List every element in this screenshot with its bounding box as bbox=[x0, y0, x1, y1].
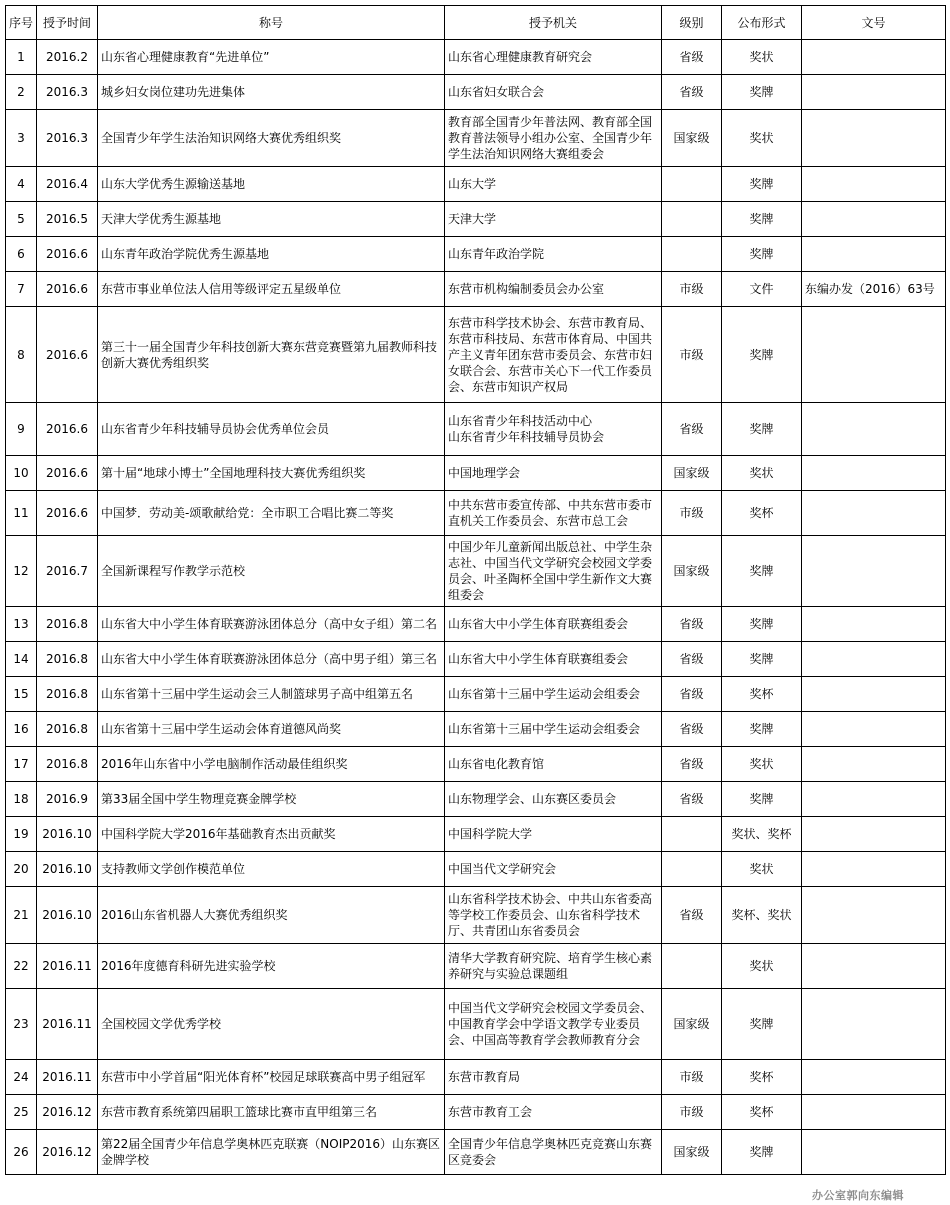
cell-form: 奖状 bbox=[722, 40, 802, 75]
cell-authority: 教育部全国青少年普法网、教育部全国教育普法领导小组办公室、全国青少年学生法治知识网络大赛组委会 bbox=[445, 110, 662, 167]
table-row bbox=[6, 403, 946, 456]
cell-level: 市级 bbox=[662, 272, 722, 307]
cell-date: 2016.2 bbox=[37, 40, 98, 75]
cell-form: 奖牌 bbox=[722, 607, 802, 642]
header-no: 序号 bbox=[6, 6, 37, 40]
cell-date: 2016.6 bbox=[37, 456, 98, 491]
cell-doc bbox=[802, 40, 946, 75]
cell-title: 全国青少年学生法治知识网络大赛优秀组织奖 bbox=[98, 110, 445, 167]
cell-form: 奖状 bbox=[722, 456, 802, 491]
cell-level: 国家级 bbox=[662, 456, 722, 491]
cell-date: 2016.10 bbox=[37, 887, 98, 944]
cell-form: 奖杯 bbox=[722, 1060, 802, 1095]
cell-authority: 中国科学院大学 bbox=[445, 817, 662, 852]
cell-authority: 清华大学教育研究院、培育学生核心素养研究与实验总课题组 bbox=[445, 944, 662, 989]
cell-title: 2016年山东省中小学电脑制作活动最佳组织奖 bbox=[98, 747, 445, 782]
cell-doc bbox=[802, 852, 946, 887]
cell-title: 2016山东省机器人大赛优秀组织奖 bbox=[98, 887, 445, 944]
cell-authority: 中国当代文学研究会校园文学委员会、中国教育学会中学语文教学专业委员会、中国高等教育学会教师教育分会 bbox=[445, 989, 662, 1060]
cell-date: 2016.6 bbox=[37, 272, 98, 307]
cell-date: 2016.12 bbox=[37, 1095, 98, 1130]
cell-no: 13 bbox=[6, 607, 37, 642]
table-row bbox=[6, 1095, 946, 1130]
table-row bbox=[6, 237, 946, 272]
cell-doc: 东编办发（2016）63号 bbox=[802, 272, 946, 307]
cell-title: 第22届全国青少年信息学奥林匹克联赛（NOIP2016）山东赛区金牌学校 bbox=[98, 1130, 445, 1175]
cell-no: 15 bbox=[6, 677, 37, 712]
cell-authority: 中国地理学会 bbox=[445, 456, 662, 491]
cell-title: 山东青年政治学院优秀生源基地 bbox=[98, 237, 445, 272]
cell-level bbox=[662, 944, 722, 989]
table-row bbox=[6, 989, 946, 1060]
cell-authority: 山东青年政治学院 bbox=[445, 237, 662, 272]
cell-title: 山东省青少年科技辅导员协会优秀单位会员 bbox=[98, 403, 445, 456]
cell-no: 9 bbox=[6, 403, 37, 456]
cell-doc bbox=[802, 782, 946, 817]
cell-title: 东营市事业单位法人信用等级评定五星级单位 bbox=[98, 272, 445, 307]
cell-form: 奖牌 bbox=[722, 237, 802, 272]
cell-level: 省级 bbox=[662, 782, 722, 817]
cell-date: 2016.8 bbox=[37, 747, 98, 782]
cell-doc bbox=[802, 887, 946, 944]
table-row bbox=[6, 782, 946, 817]
cell-doc bbox=[802, 1060, 946, 1095]
cell-level: 国家级 bbox=[662, 1130, 722, 1175]
cell-authority: 东营市教育局 bbox=[445, 1060, 662, 1095]
table-row bbox=[6, 887, 946, 944]
cell-doc bbox=[802, 712, 946, 747]
cell-title: 山东省心理健康教育“先进单位” bbox=[98, 40, 445, 75]
cell-title: 第33届全国中学生物理竞赛金牌学校 bbox=[98, 782, 445, 817]
cell-date: 2016.8 bbox=[37, 607, 98, 642]
table-row bbox=[6, 202, 946, 237]
cell-no: 24 bbox=[6, 1060, 37, 1095]
cell-authority: 东营市教育工会 bbox=[445, 1095, 662, 1130]
cell-date: 2016.5 bbox=[37, 202, 98, 237]
cell-doc bbox=[802, 456, 946, 491]
cell-level: 省级 bbox=[662, 607, 722, 642]
cell-no: 23 bbox=[6, 989, 37, 1060]
table-row bbox=[6, 944, 946, 989]
cell-form: 奖牌 bbox=[722, 202, 802, 237]
cell-date: 2016.9 bbox=[37, 782, 98, 817]
cell-authority: 东营市科学技术协会、东营市教育局、东营市科技局、东营市体育局、中国共产主义青年团东营市委员会、东营市妇女联合会、东营市关心下一代工作委员会、东营市知识产权局 bbox=[445, 307, 662, 403]
cell-authority: 天津大学 bbox=[445, 202, 662, 237]
table-row bbox=[6, 307, 946, 403]
table-row bbox=[6, 456, 946, 491]
cell-no: 4 bbox=[6, 167, 37, 202]
cell-doc bbox=[802, 642, 946, 677]
cell-date: 2016.6 bbox=[37, 307, 98, 403]
cell-form: 奖杯 bbox=[722, 1095, 802, 1130]
cell-no: 1 bbox=[6, 40, 37, 75]
cell-title: 中国科学院大学2016年基础教育杰出贡献奖 bbox=[98, 817, 445, 852]
cell-no: 20 bbox=[6, 852, 37, 887]
cell-no: 6 bbox=[6, 237, 37, 272]
cell-doc bbox=[802, 536, 946, 607]
cell-form: 奖状、奖杯 bbox=[722, 817, 802, 852]
table-row bbox=[6, 712, 946, 747]
cell-form: 奖牌 bbox=[722, 307, 802, 403]
cell-level: 省级 bbox=[662, 642, 722, 677]
table-row bbox=[6, 491, 946, 536]
cell-authority: 山东省妇女联合会 bbox=[445, 75, 662, 110]
cell-no: 8 bbox=[6, 307, 37, 403]
cell-doc bbox=[802, 237, 946, 272]
cell-form: 奖牌 bbox=[722, 75, 802, 110]
cell-no: 10 bbox=[6, 456, 37, 491]
cell-level: 省级 bbox=[662, 40, 722, 75]
cell-authority: 中共东营市委宣传部、中共东营市委市直机关工作委员会、东营市总工会 bbox=[445, 491, 662, 536]
table-row bbox=[6, 75, 946, 110]
table-row bbox=[6, 1060, 946, 1095]
cell-level bbox=[662, 202, 722, 237]
cell-doc bbox=[802, 202, 946, 237]
header-date: 授予时间 bbox=[37, 6, 98, 40]
cell-no: 26 bbox=[6, 1130, 37, 1175]
cell-form: 奖牌 bbox=[722, 403, 802, 456]
cell-doc bbox=[802, 110, 946, 167]
table-row bbox=[6, 536, 946, 607]
cell-form: 奖牌 bbox=[722, 712, 802, 747]
cell-form: 奖牌 bbox=[722, 989, 802, 1060]
table-row bbox=[6, 1130, 946, 1175]
cell-date: 2016.6 bbox=[37, 237, 98, 272]
cell-level: 省级 bbox=[662, 712, 722, 747]
cell-authority: 山东省电化教育馆 bbox=[445, 747, 662, 782]
cell-no: 16 bbox=[6, 712, 37, 747]
cell-date: 2016.10 bbox=[37, 817, 98, 852]
cell-date: 2016.8 bbox=[37, 677, 98, 712]
cell-title: 山东省第十三届中学生运动会体育道德风尚奖 bbox=[98, 712, 445, 747]
cell-title: 中国梦．劳动美-颂歌献给党：全市职工合唱比赛二等奖 bbox=[98, 491, 445, 536]
cell-doc bbox=[802, 403, 946, 456]
cell-level: 国家级 bbox=[662, 989, 722, 1060]
cell-authority: 山东省第十三届中学生运动会组委会 bbox=[445, 677, 662, 712]
cell-form: 文件 bbox=[722, 272, 802, 307]
cell-level: 国家级 bbox=[662, 536, 722, 607]
cell-no: 22 bbox=[6, 944, 37, 989]
cell-level bbox=[662, 817, 722, 852]
cell-level: 市级 bbox=[662, 491, 722, 536]
cell-authority: 东营市机构编制委员会办公室 bbox=[445, 272, 662, 307]
cell-title: 天津大学优秀生源基地 bbox=[98, 202, 445, 237]
cell-no: 25 bbox=[6, 1095, 37, 1130]
cell-no: 18 bbox=[6, 782, 37, 817]
cell-level: 省级 bbox=[662, 677, 722, 712]
cell-no: 11 bbox=[6, 491, 37, 536]
cell-level bbox=[662, 237, 722, 272]
cell-doc bbox=[802, 491, 946, 536]
header-doc: 文号 bbox=[802, 6, 946, 40]
header-form: 公布形式 bbox=[722, 6, 802, 40]
header-level: 级别 bbox=[662, 6, 722, 40]
cell-form: 奖牌 bbox=[722, 642, 802, 677]
table-row bbox=[6, 817, 946, 852]
cell-level: 市级 bbox=[662, 307, 722, 403]
cell-form: 奖杯 bbox=[722, 677, 802, 712]
cell-authority: 山东省青少年科技活动中心 山东省青少年科技辅导员协会 bbox=[445, 403, 662, 456]
cell-title: 第三十一届全国青少年科技创新大赛东营竞赛暨第九届教师科技创新大赛优秀组织奖 bbox=[98, 307, 445, 403]
cell-form: 奖状 bbox=[722, 944, 802, 989]
cell-title: 2016年度德育科研先进实验学校 bbox=[98, 944, 445, 989]
table-row bbox=[6, 40, 946, 75]
cell-level: 省级 bbox=[662, 75, 722, 110]
cell-doc bbox=[802, 607, 946, 642]
cell-title: 东营市中小学首届“阳光体育杯”校园足球联赛高中男子组冠军 bbox=[98, 1060, 445, 1095]
cell-no: 5 bbox=[6, 202, 37, 237]
cell-title: 山东省大中小学生体育联赛游泳团体总分（高中男子组）第三名 bbox=[98, 642, 445, 677]
cell-level: 省级 bbox=[662, 403, 722, 456]
cell-date: 2016.11 bbox=[37, 944, 98, 989]
cell-form: 奖状 bbox=[722, 852, 802, 887]
header-authority: 授予机关 bbox=[445, 6, 662, 40]
cell-doc bbox=[802, 75, 946, 110]
cell-level: 市级 bbox=[662, 1095, 722, 1130]
awards-table bbox=[5, 5, 946, 1175]
cell-authority: 山东省第十三届中学生运动会组委会 bbox=[445, 712, 662, 747]
header-title: 称号 bbox=[98, 6, 445, 40]
cell-form: 奖杯 bbox=[722, 491, 802, 536]
cell-doc bbox=[802, 307, 946, 403]
table-row bbox=[6, 272, 946, 307]
cell-doc bbox=[802, 1130, 946, 1175]
cell-level: 省级 bbox=[662, 747, 722, 782]
cell-authority: 中国少年儿童新闻出版总社、中学生杂志社、中国当代文学研究会校园文学委员会、叶圣陶杯全国中学生新作文大赛组委会 bbox=[445, 536, 662, 607]
cell-authority: 山东省心理健康教育研究会 bbox=[445, 40, 662, 75]
cell-doc bbox=[802, 817, 946, 852]
cell-form: 奖牌 bbox=[722, 782, 802, 817]
cell-level: 国家级 bbox=[662, 110, 722, 167]
cell-title: 全国校园文学优秀学校 bbox=[98, 989, 445, 1060]
cell-doc bbox=[802, 677, 946, 712]
cell-no: 2 bbox=[6, 75, 37, 110]
cell-authority: 山东省大中小学生体育联赛组委会 bbox=[445, 607, 662, 642]
cell-date: 2016.10 bbox=[37, 852, 98, 887]
cell-title: 城乡妇女岗位建功先进集体 bbox=[98, 75, 445, 110]
cell-authority: 山东大学 bbox=[445, 167, 662, 202]
cell-date: 2016.6 bbox=[37, 403, 98, 456]
cell-date: 2016.11 bbox=[37, 989, 98, 1060]
cell-title: 山东大学优秀生源输送基地 bbox=[98, 167, 445, 202]
cell-authority: 山东省科学技术协会、中共山东省委高等学校工作委员会、山东省科学技术厅、共青团山东省委员会 bbox=[445, 887, 662, 944]
cell-authority: 山东物理学会、山东赛区委员会 bbox=[445, 782, 662, 817]
cell-form: 奖牌 bbox=[722, 1130, 802, 1175]
cell-form: 奖牌 bbox=[722, 167, 802, 202]
cell-date: 2016.7 bbox=[37, 536, 98, 607]
editor-footer: 办公室郭向东编辑 bbox=[812, 1189, 904, 1202]
cell-level: 市级 bbox=[662, 1060, 722, 1095]
cell-no: 21 bbox=[6, 887, 37, 944]
cell-doc bbox=[802, 989, 946, 1060]
table-row bbox=[6, 110, 946, 167]
cell-date: 2016.3 bbox=[37, 75, 98, 110]
cell-date: 2016.4 bbox=[37, 167, 98, 202]
cell-title: 全国新课程写作教学示范校 bbox=[98, 536, 445, 607]
cell-title: 山东省第十三届中学生运动会三人制篮球男子高中组第五名 bbox=[98, 677, 445, 712]
cell-no: 17 bbox=[6, 747, 37, 782]
cell-date: 2016.11 bbox=[37, 1060, 98, 1095]
cell-doc bbox=[802, 167, 946, 202]
table-row bbox=[6, 852, 946, 887]
cell-title: 山东省大中小学生体育联赛游泳团体总分（高中女子组）第二名 bbox=[98, 607, 445, 642]
cell-authority: 中国当代文学研究会 bbox=[445, 852, 662, 887]
cell-date: 2016.6 bbox=[37, 491, 98, 536]
cell-no: 14 bbox=[6, 642, 37, 677]
cell-doc bbox=[802, 944, 946, 989]
table-row bbox=[6, 747, 946, 782]
cell-level: 省级 bbox=[662, 887, 722, 944]
cell-level bbox=[662, 167, 722, 202]
cell-authority: 山东省大中小学生体育联赛组委会 bbox=[445, 642, 662, 677]
cell-level bbox=[662, 852, 722, 887]
table-row bbox=[6, 607, 946, 642]
cell-date: 2016.12 bbox=[37, 1130, 98, 1175]
cell-no: 7 bbox=[6, 272, 37, 307]
header-row bbox=[6, 6, 946, 40]
cell-date: 2016.8 bbox=[37, 642, 98, 677]
cell-no: 12 bbox=[6, 536, 37, 607]
table-row bbox=[6, 677, 946, 712]
cell-date: 2016.3 bbox=[37, 110, 98, 167]
cell-date: 2016.8 bbox=[37, 712, 98, 747]
cell-authority: 全国青少年信息学奥林匹克竞赛山东赛区竞委会 bbox=[445, 1130, 662, 1175]
cell-doc bbox=[802, 1095, 946, 1130]
table-row bbox=[6, 642, 946, 677]
cell-form: 奖杯、奖状 bbox=[722, 887, 802, 944]
cell-title: 东营市教育系统第四届职工篮球比赛市直甲组第三名 bbox=[98, 1095, 445, 1130]
cell-no: 19 bbox=[6, 817, 37, 852]
cell-form: 奖状 bbox=[722, 110, 802, 167]
cell-title: 第十届“地球小博士”全国地理科技大赛优秀组织奖 bbox=[98, 456, 445, 491]
table-row bbox=[6, 167, 946, 202]
cell-title: 支持教师文学创作模范单位 bbox=[98, 852, 445, 887]
cell-doc bbox=[802, 747, 946, 782]
cell-form: 奖牌 bbox=[722, 536, 802, 607]
cell-form: 奖状 bbox=[722, 747, 802, 782]
cell-no: 3 bbox=[6, 110, 37, 167]
